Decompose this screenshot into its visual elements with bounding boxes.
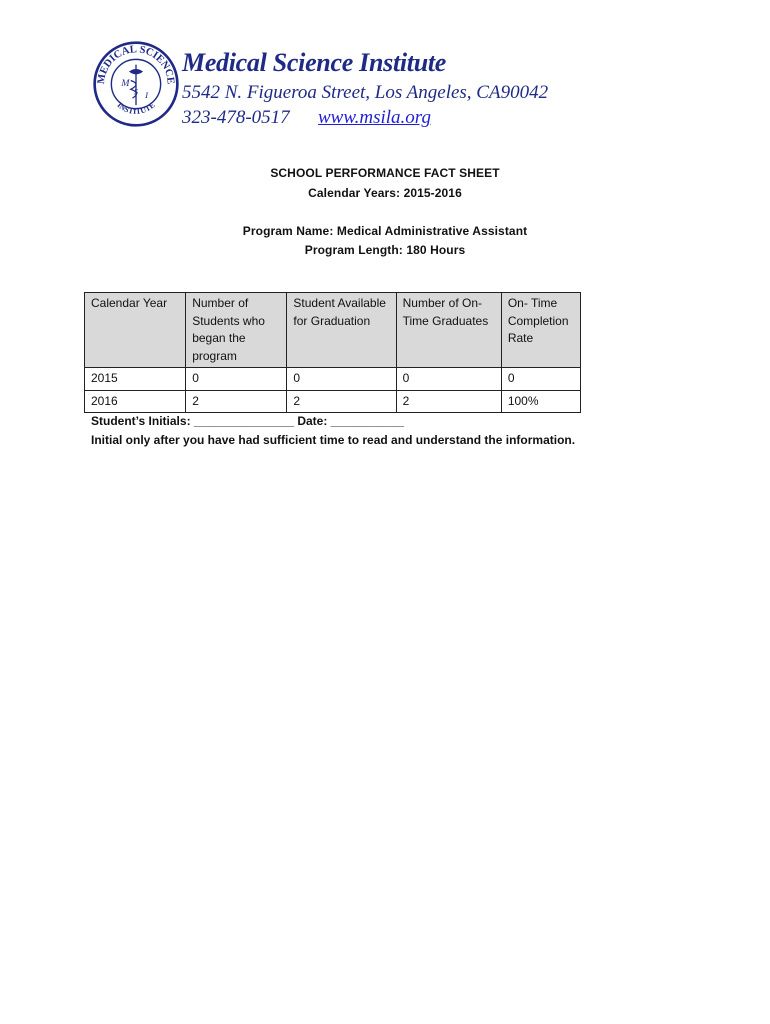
calendar-years: Calendar Years: 2015-2016 [308, 186, 462, 200]
seal-monogram-m: M [121, 77, 130, 89]
table-row [85, 368, 581, 391]
table-cell: 0 [186, 368, 287, 391]
fact-sheet-heading: SCHOOL PERFORMANCE FACT SHEET [270, 166, 500, 180]
initials-instruction: Initial only after you have had sufficient time to read and understand the information. [91, 433, 576, 447]
table-row [85, 390, 581, 413]
table-cell: 0 [501, 368, 580, 391]
program-length: Program Length: 180 Hours [304, 243, 466, 257]
header-students-began: Number of Students who began the program [186, 293, 287, 368]
performance-table [84, 292, 581, 413]
header-students-available: Student Available for Graduation [287, 293, 396, 368]
seal-ring-text-bottom: INSTITUTE [115, 100, 157, 117]
table-header-row [85, 293, 581, 368]
institute-phone: 323-478-0517 [182, 107, 290, 128]
table-cell: 2016 [85, 390, 186, 413]
institute-address: 5542 N. Figueroa Street, Los Angeles, CA90042 [182, 82, 549, 103]
table-cell: 100% [501, 390, 580, 413]
table-cell: 2 [396, 390, 501, 413]
header-completion-rate: On- Time Completion Rate [501, 293, 580, 368]
seal-monogram-i: I [145, 90, 149, 101]
initials-date-line: Student’s Initials: _______________ Date: ___________ [91, 414, 405, 428]
institute-website-link[interactable]: www.msila.org [318, 107, 431, 128]
seal-monogram-s: S [134, 87, 138, 97]
header-calendar-year: Calendar Year [85, 293, 186, 368]
table-cell: 2 [287, 390, 396, 413]
table-cell: 0 [287, 368, 396, 391]
table-cell: 2015 [85, 368, 186, 391]
institute-name: Medical Science Institute [182, 48, 447, 77]
program-name: Program Name: Medical Administrative Assistant [242, 224, 528, 238]
table-cell: 2 [186, 390, 287, 413]
header-on-time-graduates: Number of On-Time Graduates [396, 293, 501, 368]
seal-ring-text-top: MEDICAL SCIENCE [96, 44, 176, 85]
table-cell: 0 [396, 368, 501, 391]
institute-seal-logo [92, 40, 180, 128]
